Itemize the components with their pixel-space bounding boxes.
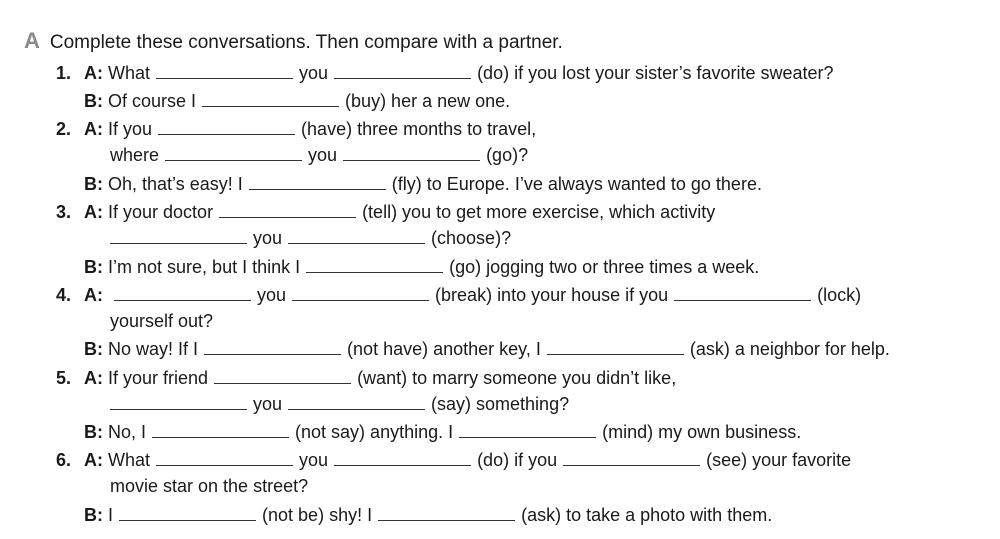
answer-blank[interactable] [119,505,256,521]
answer-blank[interactable] [378,505,515,521]
text: (lock) [817,285,862,305]
text: If your doctor [108,202,214,222]
speaker-b: B: [84,422,103,442]
answer-blank[interactable] [334,450,471,466]
answer-blank[interactable] [110,394,247,410]
answer-blank[interactable] [547,339,684,355]
answer-blank[interactable] [306,257,443,273]
item-2-a-line-2 [110,144,528,166]
speaker-a: A: [84,202,103,222]
item-4-a-line-2 [110,310,213,332]
text: I’m not sure, but I think I [108,257,301,277]
answer-blank[interactable] [288,228,425,244]
item-4-b-line [84,338,890,360]
item-6-a-line [56,449,851,471]
answer-blank[interactable] [214,368,351,384]
item-number: 3. [56,202,72,222]
text: you [299,63,329,83]
text: (mind) my own business. [602,422,802,442]
text: No, I [108,422,147,442]
item-number: 1. [56,63,72,83]
item-number: 6. [56,450,72,470]
text: (choose)? [431,228,512,248]
text: (go) jogging two or three times a week. [449,257,760,277]
text: (have) three months to travel, [301,119,537,139]
text: where [110,145,160,165]
speaker-b: B: [84,91,103,111]
item-6-b-line [84,504,772,526]
item-number: 5. [56,368,72,388]
text: (do) if you lost your sister’s favorite sweater? [477,63,834,83]
text: (ask) a neighbor for help. [689,339,890,359]
item-number: 2. [56,119,72,139]
item-4-a-line [56,284,861,306]
answer-blank[interactable] [343,145,480,161]
speaker-a: A: [84,450,103,470]
text: If your friend [108,368,209,388]
item-6-a-line-2 [110,475,308,497]
answer-blank[interactable] [334,63,471,79]
item-1-b-line [84,90,510,112]
answer-blank[interactable] [288,394,425,410]
item-2-a-line [56,118,536,140]
item-3-b-line [84,256,759,278]
answer-blank[interactable] [292,285,429,301]
text: you [257,285,287,305]
answer-blank[interactable] [563,450,700,466]
item-3-a-line [56,201,715,223]
text: Of course I [108,91,197,111]
speaker-a: A: [84,119,103,139]
text: (want) to marry someone you didn’t like, [357,368,677,388]
item-5-a-line-2 [110,393,569,415]
item-5-a-line [56,367,676,389]
text: No way! If I [108,339,199,359]
speaker-b: B: [84,174,103,194]
answer-blank[interactable] [219,202,356,218]
exercise-header [24,28,563,54]
text: (see) your favorite [706,450,852,470]
text: (not say) anything. I [295,422,454,442]
speaker-b: B: [84,339,103,359]
answer-blank[interactable] [110,228,247,244]
text: you [308,145,338,165]
text: (say) something? [431,394,570,414]
item-2-b-line [84,173,762,195]
item-5-b-line [84,421,801,443]
text: (tell) you to get more exercise, which activity [362,202,716,222]
answer-blank[interactable] [674,285,811,301]
text: (break) into your house if you [435,285,669,305]
answer-blank[interactable] [158,119,295,135]
item-number: 4. [56,285,72,305]
text: Oh, that’s easy! I [108,174,243,194]
text: (go)? [486,145,529,165]
answer-blank[interactable] [165,145,302,161]
text: (fly) to Europe. I’ve always wanted to go there. [391,174,762,194]
text: (do) if you [477,450,558,470]
text: What [108,450,151,470]
answer-blank[interactable] [459,422,596,438]
speaker-a: A: [84,368,103,388]
text: (ask) to take a photo with them. [521,505,773,525]
answer-blank[interactable] [204,339,341,355]
answer-blank[interactable] [156,63,293,79]
answer-blank[interactable] [152,422,289,438]
exercise-instruction: Complete these conversations. Then compare with a partner. [49,32,563,53]
speaker-a: A: [84,285,103,305]
text: yourself out? [110,311,214,331]
item-3-a-line-2 [110,227,511,249]
exercise-letter: A [24,28,40,53]
text: (not have) another key, I [347,339,541,359]
text: (buy) her a new one. [345,91,511,111]
text: you [253,228,283,248]
answer-blank[interactable] [202,91,339,107]
answer-blank[interactable] [249,174,386,190]
text: (not be) shy! I [262,505,373,525]
text: movie star on the street? [110,476,309,496]
speaker-a: A: [84,63,103,83]
answer-blank[interactable] [156,450,293,466]
speaker-b: B: [84,257,103,277]
text: I [108,505,114,525]
text: you [299,450,329,470]
item-1-a-line [56,62,834,84]
answer-blank[interactable] [114,285,251,301]
text: What [108,63,151,83]
text: you [253,394,283,414]
speaker-b: B: [84,505,103,525]
text: If you [108,119,153,139]
